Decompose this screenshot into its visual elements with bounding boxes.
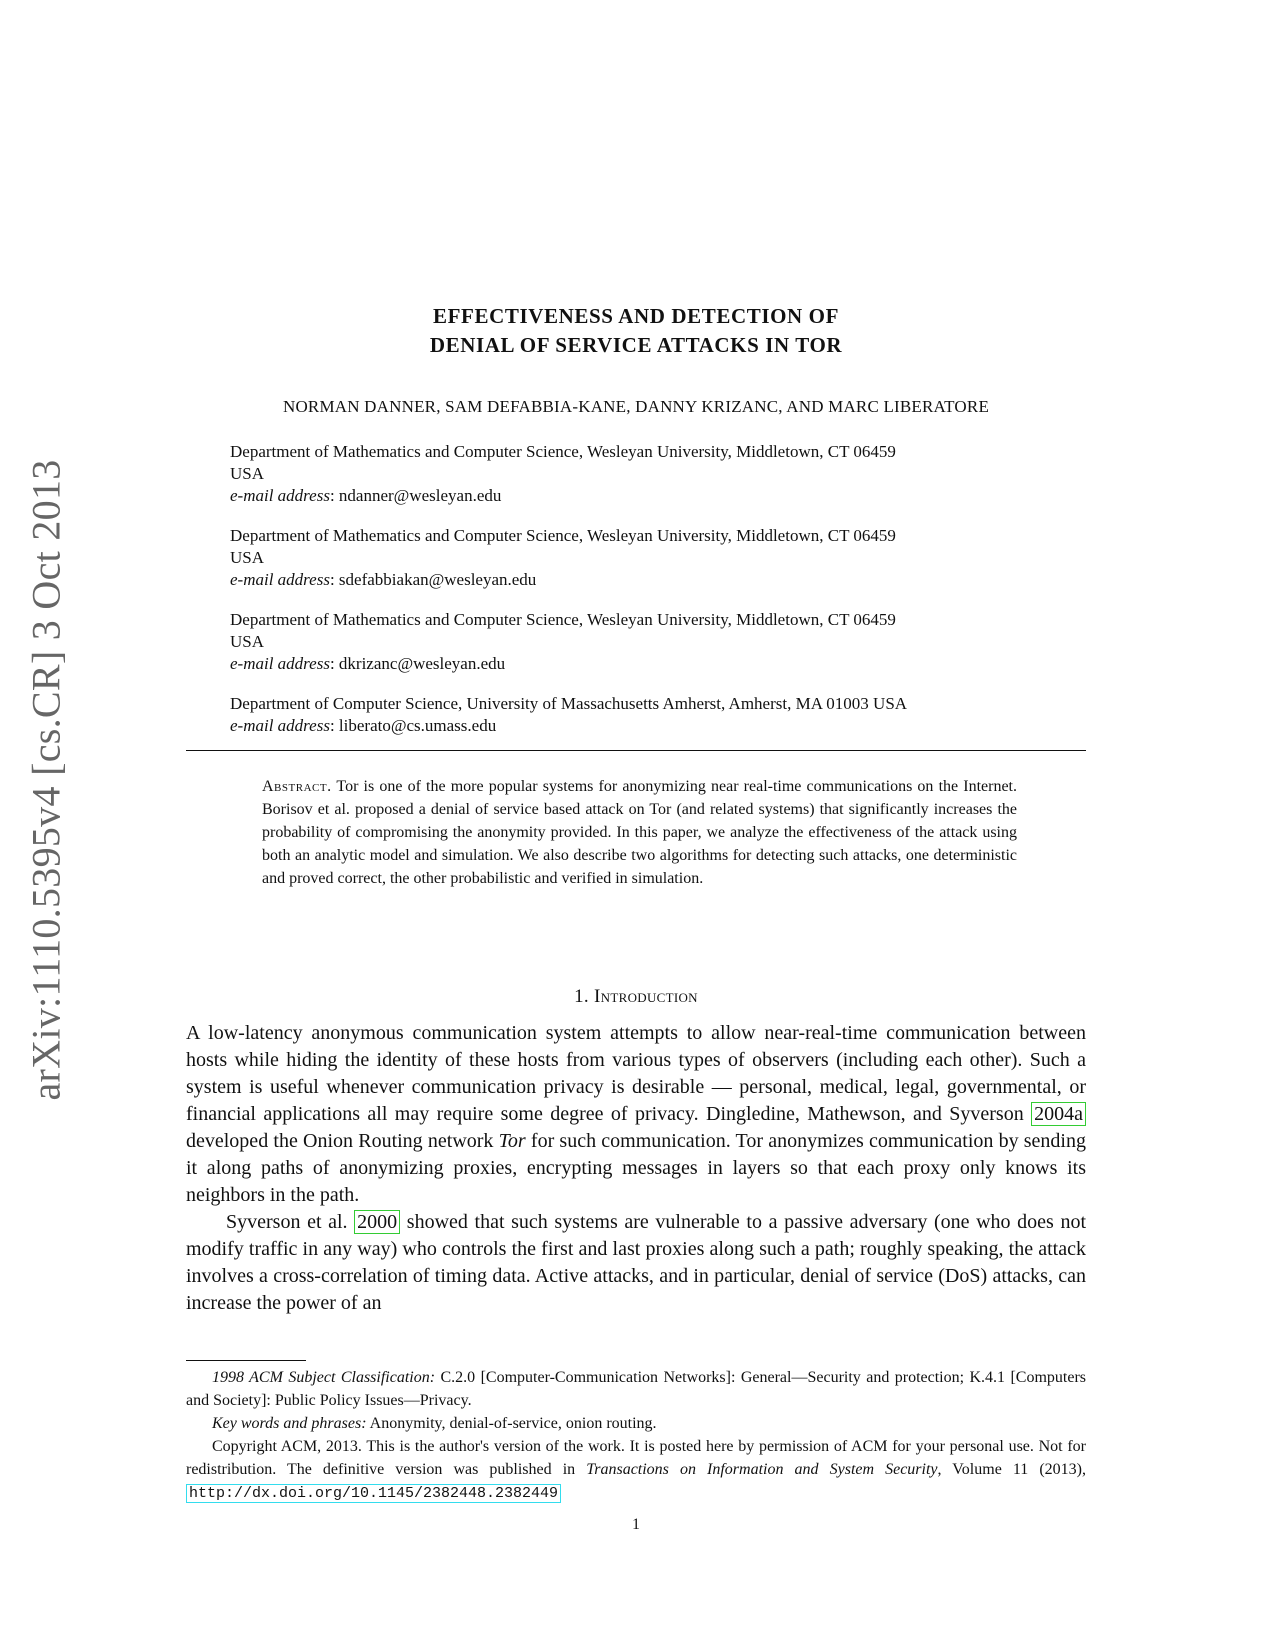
acm-label: 1998 ACM Subject Classification: — [212, 1369, 436, 1386]
affiliation-4 — [230, 693, 1070, 737]
email-address: : ndanner@wesleyan.edu — [329, 486, 502, 505]
title-line-1: EFFECTIVENESS AND DETECTION OF — [433, 304, 839, 328]
paper-title — [186, 302, 1086, 360]
paragraph-1 — [186, 1020, 1086, 1209]
paragraph-text: for such communication. Tor anonymizes communication by sending it along paths of anonymizing proxies, encrypting messages in layers so that each proxy only knows its neighbors in the path. — [186, 1130, 1086, 1206]
affiliations — [230, 441, 1070, 755]
author-list: NORMAN DANNER, SAM DEFABBIA-KANE, DANNY KRIZANC, AND MARC LIBERATORE — [282, 397, 990, 416]
section-number: 1. — [574, 986, 589, 1007]
affiliation-country: USA — [230, 632, 265, 651]
copyright-notice — [186, 1435, 1086, 1505]
section-title: Introduction — [594, 986, 698, 1007]
doi-link[interactable]: http://dx.doi.org/10.1145/2382448.2382449 — [186, 1484, 561, 1503]
section-heading — [186, 986, 1086, 1008]
affiliation-2 — [230, 525, 1070, 591]
email-address: : sdefabbiakan@wesleyan.edu — [329, 570, 537, 589]
email-label: e-mail address — [230, 486, 330, 505]
body-text — [186, 1020, 1086, 1317]
journal-name: Transactions on Information and System Security — [586, 1461, 938, 1478]
abstract — [262, 775, 1017, 890]
arxiv-sidebar — [8, 440, 84, 1120]
header-divider — [186, 750, 1086, 751]
affiliation-email — [230, 485, 1070, 507]
paragraph-text: developed the Onion Routing network — [186, 1130, 499, 1152]
tor-emphasis: Tor — [498, 1130, 526, 1152]
abstract-text: Tor is one of the more popular systems for anonymizing near real-time communications on the Internet. Borisov et al. proposed a denial of service based attack on Tor (and related systems) that significantly increases the probability of compromising the anonymity provided. In this paper, we analyze the effectiveness of the attack using both an analytic model and simulation. We also describe two algorithms for detecting such attacks, one deterministic and proved correct, the other probabilistic and verified in simulation. — [262, 778, 1017, 887]
paragraph-text: Syverson et al. — [226, 1211, 355, 1233]
citation-link[interactable]: 2004a — [1031, 1102, 1086, 1126]
affiliation-address: Department of Mathematics and Computer Science, Wesleyan University, Middletown, CT 06459 — [230, 610, 896, 629]
affiliation-address: Department of Computer Science, University of Massachusetts Amherst, Amherst, MA 01003 USA — [230, 694, 908, 713]
email-label: e-mail address — [230, 570, 330, 589]
keywords-text: Anonymity, denial-of-service, onion routing. — [366, 1415, 657, 1432]
affiliation-1 — [230, 441, 1070, 507]
keywords — [186, 1412, 1086, 1435]
keywords-label: Key words and phrases: — [212, 1415, 367, 1432]
affiliation-3 — [230, 609, 1070, 675]
page-number: 1 — [632, 1516, 640, 1533]
footnotes — [186, 1366, 1086, 1505]
affiliation-country: USA — [230, 548, 265, 567]
affiliation-address: Department of Mathematics and Computer Science, Wesleyan University, Middletown, CT 06459 — [230, 442, 896, 461]
footnote-rule — [186, 1360, 306, 1361]
affiliation-country: USA — [230, 464, 265, 483]
affiliation-email — [230, 715, 1070, 737]
acm-classification — [186, 1366, 1086, 1412]
paragraph-text: showed that such systems are vulnerable to a passive adversary (one who does not modify traffic in any way) who controls the first and last proxies along such a path; roughly speaking, the attack involves a cross-correlation of timing data. Active attacks, and in particular, denial of service (DoS) attacks, can increase the power of an — [186, 1211, 1086, 1314]
email-address: : dkrizanc@wesleyan.edu — [329, 654, 506, 673]
title-line-2: DENIAL OF SERVICE ATTACKS IN TOR — [429, 333, 843, 357]
email-label: e-mail address — [230, 654, 330, 673]
affiliation-email — [230, 569, 1070, 591]
paragraph-text: A low-latency anonymous communication system attempts to allow near-real-time communication between hosts while hiding the identity of these hosts from various types of observers (including each other). Such a system is useful whenever communication privacy is desirable — personal, medical, legal, governmental, or financial applications all may require some degree of privacy. Dingledine, Mathewson, and Syverson — [186, 1022, 1086, 1125]
affiliation-address: Department of Mathematics and Computer Science, Wesleyan University, Middletown, CT 06459 — [230, 526, 896, 545]
email-address: : liberato@cs.umass.edu — [329, 716, 497, 735]
copyright-text: Copyright ACM, 2013. This is the author's version of the work. It is posted here by permission of ACM for your personal use. Not for redistribution. The definitive version was published in — [186, 1438, 1086, 1478]
affiliation-email — [230, 653, 1070, 675]
paragraph-2 — [186, 1209, 1086, 1317]
citation-link[interactable]: 2000 — [354, 1210, 400, 1234]
acm-text: C.2.0 [Computer-Communication Networks]: General—Security and protection; K.4.1 [Computers and Society]: Public Policy Issues—Privacy. — [186, 1369, 1086, 1409]
copyright-text: , Volume 11 (2013), — [937, 1461, 1086, 1478]
email-label: e-mail address — [230, 716, 330, 735]
abstract-label: Abstract. — [262, 778, 332, 795]
arxiv-identifier: arXiv:1110.5395v4 [cs.CR] 3 Oct 2013 — [23, 459, 69, 1101]
